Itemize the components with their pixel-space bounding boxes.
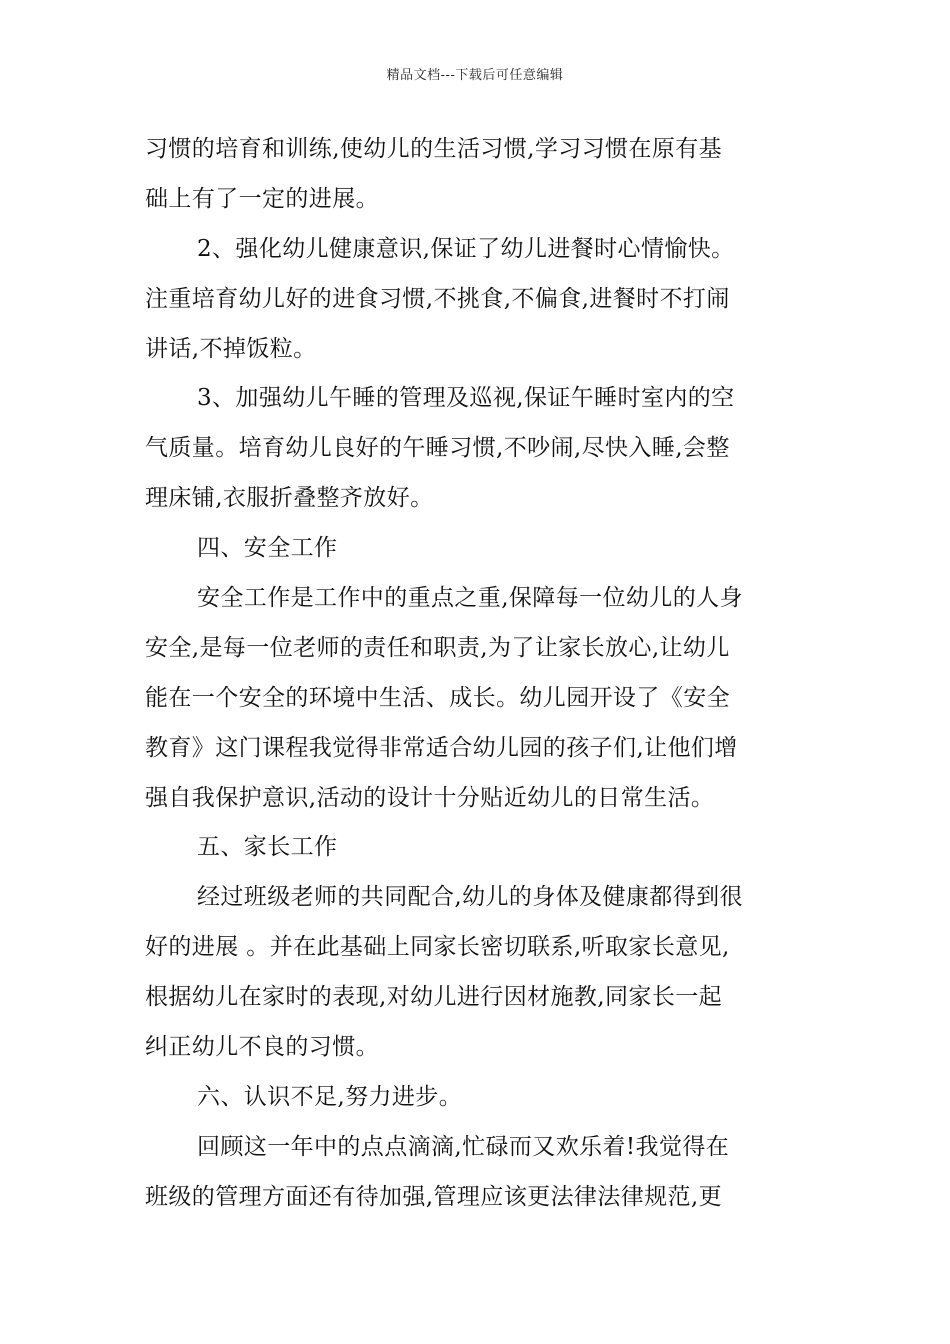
text-line: 六、认识不足,努力进步。 [197, 1083, 463, 1110]
text-line: 习惯的培育和训练,使幼儿的生活习惯,学习习惯在原有基 [145, 136, 723, 162]
page-header: 精品文档---下载后可任意编辑 [386, 68, 564, 83]
text-line: 好的进展 。并在此基础上同家长密切联系,听取家长意见, [145, 934, 730, 961]
text-line: 根据幼儿在家时的表现,对幼儿进行因材施教,同家长一起 [145, 984, 723, 1011]
text-line: 回顾这一年中的点点滴滴,忙碌而又欢乐着!我觉得在 [197, 1133, 730, 1160]
text-line: 安全,是每一位老师的责任和职责,为了让家长放心,让幼儿 [145, 634, 730, 661]
text-line: 讲话,不掉饭粒。 [145, 335, 317, 362]
text-line: 气质量。培育幼儿良好的午睡习惯,不吵闹,尽快入睡,会整 [145, 435, 730, 462]
text-line: 班级的管理方面还有待加强,管理应该更法律法律规范,更 [145, 1183, 723, 1210]
text-line: 五、家长工作 [197, 834, 338, 861]
text-line: 理床铺,衣服折叠整齐放好。 [145, 485, 434, 512]
text-line: 础上有了一定的进展。 [145, 185, 379, 212]
text-line: 教育》这门课程我觉得非常适合幼儿园的孩子们,让他们增 [145, 734, 738, 761]
text-line: 纠正幼儿不良的习惯。 [145, 1034, 379, 1061]
text-line: 四、安全工作 [197, 535, 338, 562]
text-line: 2、强化幼儿健康意识,保证了幼儿进餐时心情愉快。 [197, 235, 735, 262]
text-line: 3、加强幼儿午睡的管理及巡视,保证午睡时室内的空 [197, 385, 735, 412]
text-line: 安全工作是工作中的重点之重,保障每一位幼儿的人身 [197, 585, 743, 612]
text-line: 能在一个安全的环境中生活、成长。幼儿园开设了《安全 [145, 684, 730, 711]
document-body [145, 125, 809, 1223]
text-line: 注重培育幼儿好的进食习惯,不挑食,不偏食,进餐时不打闹 [145, 285, 730, 312]
text-line: 强自我保护意识,活动的设计十分贴近幼儿的日常生活。 [145, 784, 715, 811]
text-line: 经过班级老师的共同配合,幼儿的身体及健康都得到很 [197, 884, 743, 911]
